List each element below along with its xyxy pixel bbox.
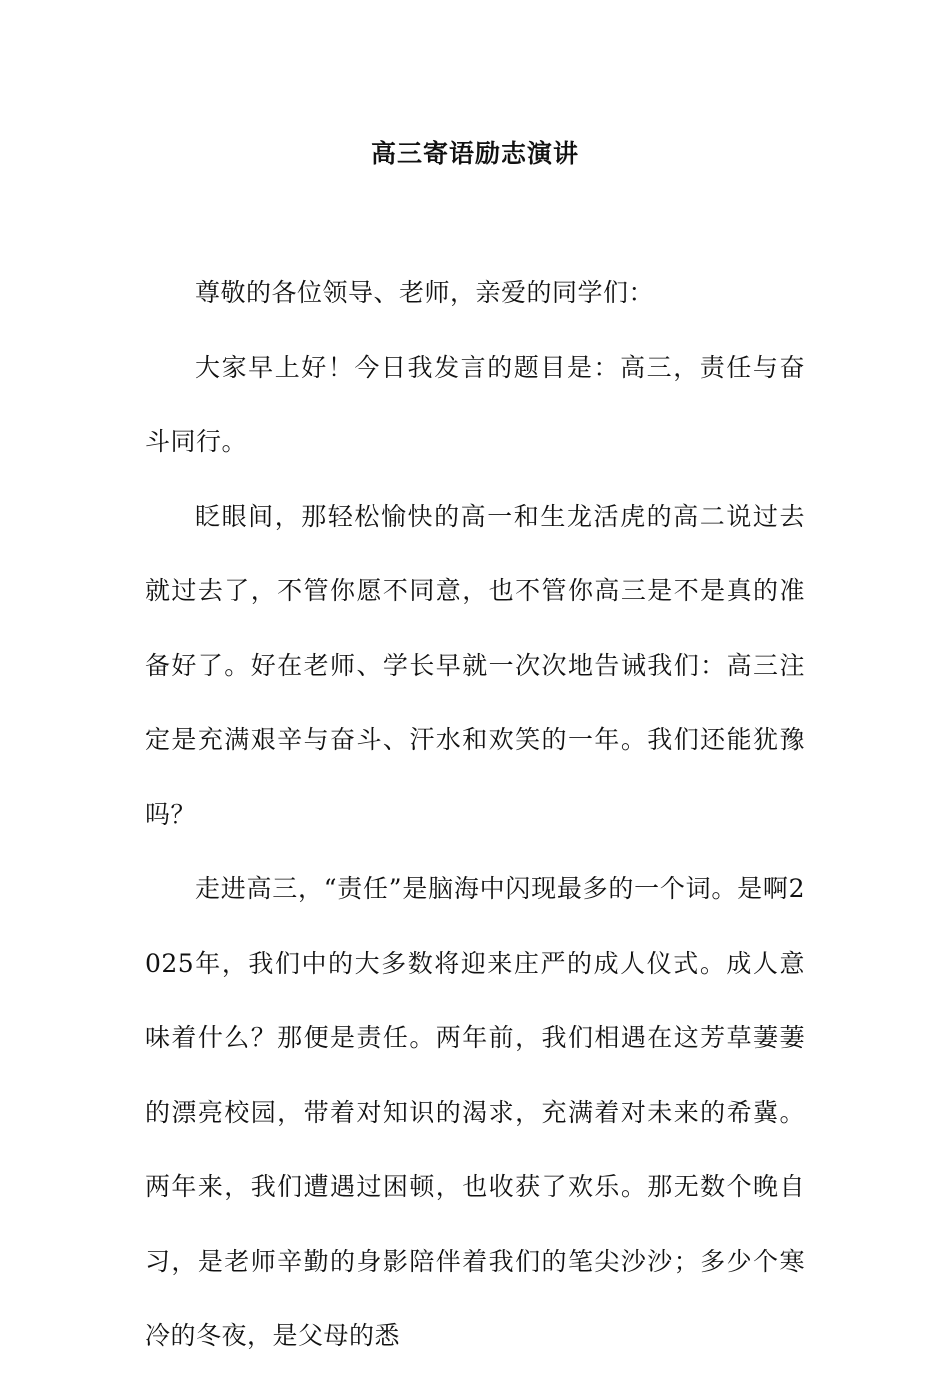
paragraph-topic: 大家早上好！今日我发言的题目是：高三，责任与奋斗同行。 (145, 352, 805, 456)
paragraph-intro: 眨眼间，那轻松愉快的高一和生龙活虎的高二说过去就过去了，不管你愿不同意，也不管你高三是不是真的准备好了。好在老师、学长早就一次次地告诫我们：高三注定是充满艰辛与奋斗、汗水和欢笑的一年。我们还能犹豫吗？ (145, 501, 805, 829)
paragraph-greeting: 尊敬的各位领导、老师，亲爱的同学们： (195, 278, 655, 307)
document-body (145, 256, 805, 1374)
document-title: 高三寄语励志演讲 (370, 139, 579, 168)
paragraph-responsibility: 走进高三，“责任”是脑海中闪现最多的一个词。是啊2025年，我们中的大多数将迎来庄严的成人仪式。成人意味着什么？那便是责任。两年前，我们相遇在这芳草萋萋的漂亮校园，带着对知识的渴求，充满着对未来的希冀。两年来，我们遭遇过困顿，也收获了欢乐。那无数个晚自习，是老师辛勤的身影陪伴着我们的笔尖沙沙；多少个寒冷的冬夜，是父母的悉 (145, 874, 805, 1350)
